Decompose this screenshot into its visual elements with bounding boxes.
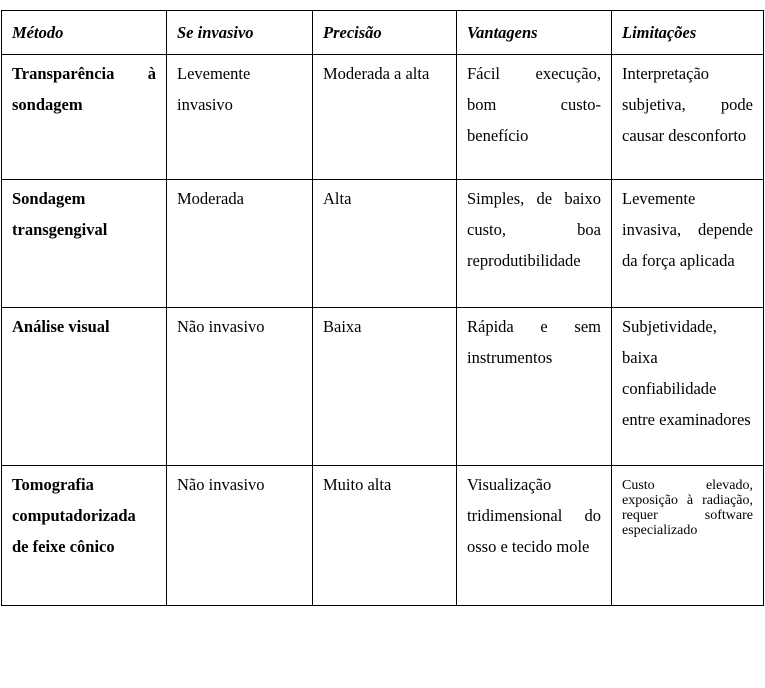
cell-advantages: Simples, de baixo custo, boa reprodutibilidade bbox=[457, 180, 612, 308]
table-body bbox=[2, 55, 764, 606]
header-advantages: Vantagens bbox=[457, 11, 612, 55]
cell-invasive: Moderada bbox=[167, 180, 313, 308]
cell-method: Tomografia computadorizada de feixe cônico bbox=[2, 466, 167, 606]
header-limitations: Limitações bbox=[612, 11, 764, 55]
cell-limitations: Custo elevado, exposição à radiação, requer software especializado bbox=[612, 466, 764, 606]
table-header bbox=[2, 11, 764, 55]
cell-limitations: Subjetividade, baixa confiabilidade entre examinadores bbox=[612, 308, 764, 466]
cell-invasive: Não invasivo bbox=[167, 466, 313, 606]
cell-method: Sondagem transgengival bbox=[2, 180, 167, 308]
cell-advantages: Fácil execução, bom custo-benefício bbox=[457, 55, 612, 180]
cell-precision: Baixa bbox=[313, 308, 457, 466]
cell-method: Análise visual bbox=[2, 308, 167, 466]
cell-invasive: Levemente invasivo bbox=[167, 55, 313, 180]
cell-invasive: Não invasivo bbox=[167, 308, 313, 466]
table-row bbox=[2, 466, 764, 606]
cell-precision: Muito alta bbox=[313, 466, 457, 606]
cell-precision: Moderada a alta bbox=[313, 55, 457, 180]
header-row bbox=[2, 11, 764, 55]
cell-limitations: Levemente invasiva, depende da força aplicada bbox=[612, 180, 764, 308]
cell-advantages: Visualização tridimensional do osso e tecido mole bbox=[457, 466, 612, 606]
cell-method: Transparência à sondagem bbox=[2, 55, 167, 180]
cell-precision: Alta bbox=[313, 180, 457, 308]
header-invasive: Se invasivo bbox=[167, 11, 313, 55]
table-row bbox=[2, 308, 764, 466]
header-method: Método bbox=[2, 11, 167, 55]
cell-limitations: Interpretação subjetiva, pode causar desconforto bbox=[612, 55, 764, 180]
header-precision: Precisão bbox=[313, 11, 457, 55]
table-row bbox=[2, 55, 764, 180]
table-row bbox=[2, 180, 764, 308]
comparison-table bbox=[1, 10, 764, 606]
cell-advantages: Rápida e sem instrumentos bbox=[457, 308, 612, 466]
